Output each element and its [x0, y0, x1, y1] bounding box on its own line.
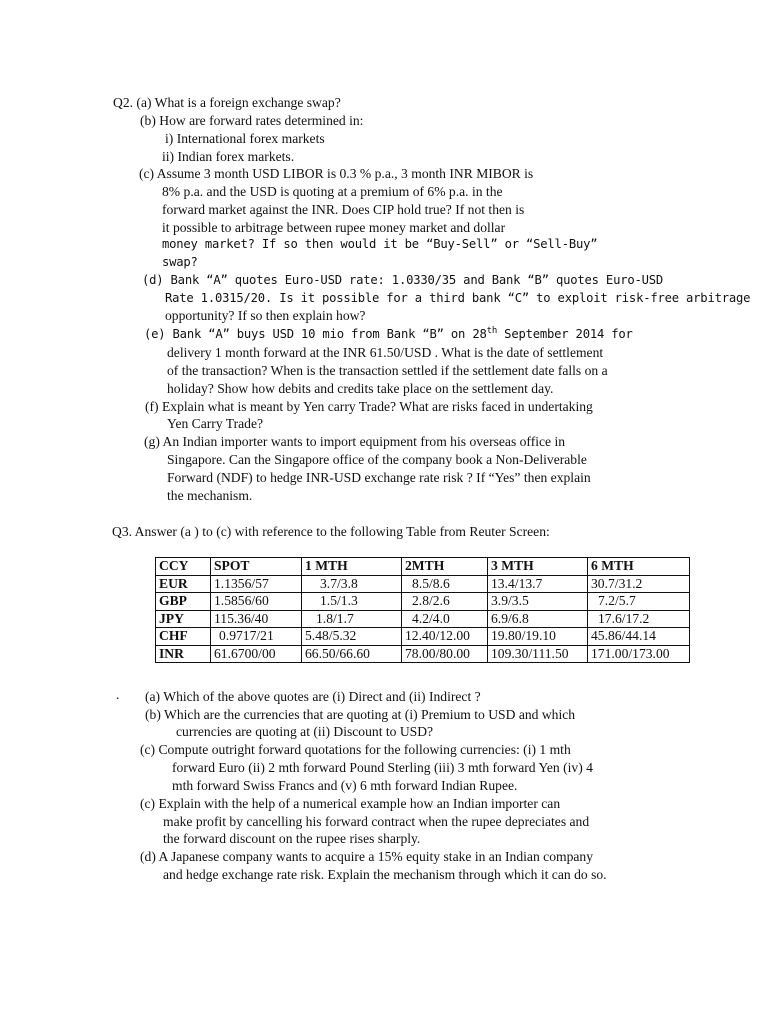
- q3-d-line-2: and hedge exchange rate risk. Explain the mechanism through which it can do so.: [163, 867, 607, 882]
- q2-b-item-2: ii) Indian forex markets.: [162, 149, 295, 164]
- q3-intro: Q3. Answer (a ) to (c) with reference to the following Table from Reuter Screen:: [112, 524, 550, 539]
- q2-c-line-1: (c) Assume 3 month USD LIBOR is 0.3 % p.a., 3 month INR MIBOR is: [139, 166, 534, 181]
- table-row: [156, 575, 690, 593]
- table-cell: 5.48/5.32: [302, 628, 402, 646]
- q2-c-line-5: money market? If so then would it be “Buy-Sell” or “Sell-Buy”: [162, 237, 598, 251]
- table-row: [156, 628, 690, 646]
- q3-d-line-1: (d) A Japanese company wants to acquire a 15% equity stake in an Indian company: [140, 849, 593, 864]
- table-cell: 12.40/12.00: [402, 628, 488, 646]
- q2-g-line-1: (g) An Indian importer wants to import equipment from his overseas office in: [144, 434, 566, 449]
- header-spot: SPOT: [211, 558, 302, 576]
- q3-a-text: (a) Which of the above quotes are (i) Direct and (ii) Indirect ?: [145, 689, 481, 704]
- q2-f-line-2: Yen Carry Trade?: [167, 416, 264, 431]
- q2-g-line-2: Singapore. Can the Singapore office of the company book a Non-Deliverable: [167, 452, 587, 467]
- table-cell: 2.8/2.6: [402, 593, 488, 611]
- q2-c-line-6: swap?: [162, 255, 198, 269]
- q2-e-line-1-tail: September 2014 for: [497, 327, 633, 341]
- table-cell: 1.8/1.7: [302, 610, 402, 628]
- q2-c-line-4: it possible to arbitrage between rupee money market and dollar: [162, 220, 506, 235]
- q2-c-line-3: forward market against the INR. Does CIP hold true? If not then is: [162, 202, 525, 217]
- q2-c-line-2: 8% p.a. and the USD is quoting at a premium of 6% p.a. in the: [162, 184, 503, 199]
- table-header-row: [156, 558, 690, 576]
- table-cell: 6.9/6.8: [488, 610, 588, 628]
- table-cell: CHF: [156, 628, 211, 646]
- table-cell: JPY: [156, 610, 211, 628]
- q3-c2-line-3: the forward discount on the rupee rises sharply.: [163, 831, 421, 846]
- q2-e-line-4: holiday? Show how debits and credits take place on the settlement day.: [167, 381, 554, 396]
- q2-b-item-1: i) International forex markets: [165, 131, 325, 146]
- table-cell: 3.9/3.5: [488, 593, 588, 611]
- table-cell: 8.5/8.6: [402, 575, 488, 593]
- table-cell: 171.00/173.00: [588, 645, 690, 663]
- q2-e-line-1-main: (e) Bank “A” buys USD 10 mio from Bank “B” on 28: [144, 327, 487, 341]
- stray-bullet: .: [116, 687, 120, 702]
- q3-c2-line-2: make profit by cancelling his forward contract when the rupee depreciates and: [163, 814, 590, 829]
- table-cell: EUR: [156, 575, 211, 593]
- q2-f-line-1: (f) Explain what is meant by Yen carry Trade? What are risks faced in undertaking: [145, 399, 593, 414]
- table-cell: 0.9717/21: [211, 628, 302, 646]
- table-cell: 45.86/44.14: [588, 628, 690, 646]
- table-row: [156, 610, 690, 628]
- q3-c-line-1: (c) Compute outright forward quotations for the following currencies: (i) 1 mth: [140, 742, 571, 757]
- table-row: [156, 593, 690, 611]
- table-row: [156, 645, 690, 663]
- q2-d-line-1: (d) Bank “A” quotes Euro-USD rate: 1.0330/35 and Bank “B” quotes Euro-USD: [142, 273, 664, 287]
- q2-g-line-3-text: Forward (NDF) to hedge INR-USD exchange rate risk ? If “Yes” then explain: [167, 470, 591, 485]
- header-1mth: 1 MTH: [302, 558, 402, 576]
- table-cell: 78.00/80.00: [402, 645, 488, 663]
- q2-d-line-3: opportunity? If so then explain how?: [165, 308, 366, 323]
- table-cell: 4.2/4.0: [402, 610, 488, 628]
- header-2mth: 2MTH: [402, 558, 488, 576]
- header-6mth: 6 MTH: [588, 558, 690, 576]
- q2-a-text: Q2. (a) What is a foreign exchange swap?: [113, 95, 341, 110]
- table-cell: 13.4/13.7: [488, 575, 588, 593]
- q2-g-line-4: the mechanism.: [167, 488, 253, 503]
- q3-c-line-2: forward Euro (ii) 2 mth forward Pound Sterling (iii) 3 mth forward Yen (iv) 4: [172, 760, 593, 775]
- q2-d-line-2: Rate 1.0315/20. Is it possible for a third bank “C” to exploit risk-free arbitrage: [165, 291, 751, 305]
- q2-e-superscript: th: [486, 326, 498, 336]
- q2-b-text: (b) How are forward rates determined in:: [140, 113, 364, 128]
- table-cell: 30.7/31.2: [588, 575, 690, 593]
- table-cell: 1.1356/57: [211, 575, 302, 593]
- table-cell: 1.5856/60: [211, 593, 302, 611]
- table-cell: 66.50/66.60: [302, 645, 402, 663]
- table-cell: 1.5/1.3: [302, 593, 402, 611]
- header-3mth: 3 MTH: [488, 558, 588, 576]
- reuters-rate-table: [155, 557, 690, 663]
- q3-c-line-3: mth forward Swiss Francs and (v) 6 mth forward Indian Rupee.: [172, 778, 518, 793]
- table-cell: 17.6/17.2: [588, 610, 690, 628]
- table-cell: INR: [156, 645, 211, 663]
- table-cell: 61.6700/00: [211, 645, 302, 663]
- q3-c2-line-1: (c) Explain with the help of a numerical example how an Indian importer can: [140, 796, 561, 811]
- table-cell: 115.36/40: [211, 610, 302, 628]
- table-cell: GBP: [156, 593, 211, 611]
- q3-b-line-1: (b) Which are the currencies that are quoting at (i) Premium to USD and which: [145, 707, 576, 722]
- table-cell: 7.2/5.7: [588, 593, 690, 611]
- q2-g-line-3: [167, 469, 591, 486]
- table-cell: 3.7/3.8: [302, 575, 402, 593]
- q2-e-line-3: of the transaction? When is the transaction settled if the settlement date falls on a: [167, 363, 608, 378]
- q3-b-line-2: currencies are quoting at (ii) Discount to USD?: [176, 724, 434, 739]
- table-cell: 109.30/111.50: [488, 645, 588, 663]
- table-cell: 19.80/19.10: [488, 628, 588, 646]
- header-ccy: CCY: [156, 558, 211, 576]
- q2-e-line-1: [144, 326, 633, 343]
- q2-e-line-2: delivery 1 month forward at the INR 61.50/USD . What is the date of settlement: [167, 345, 604, 360]
